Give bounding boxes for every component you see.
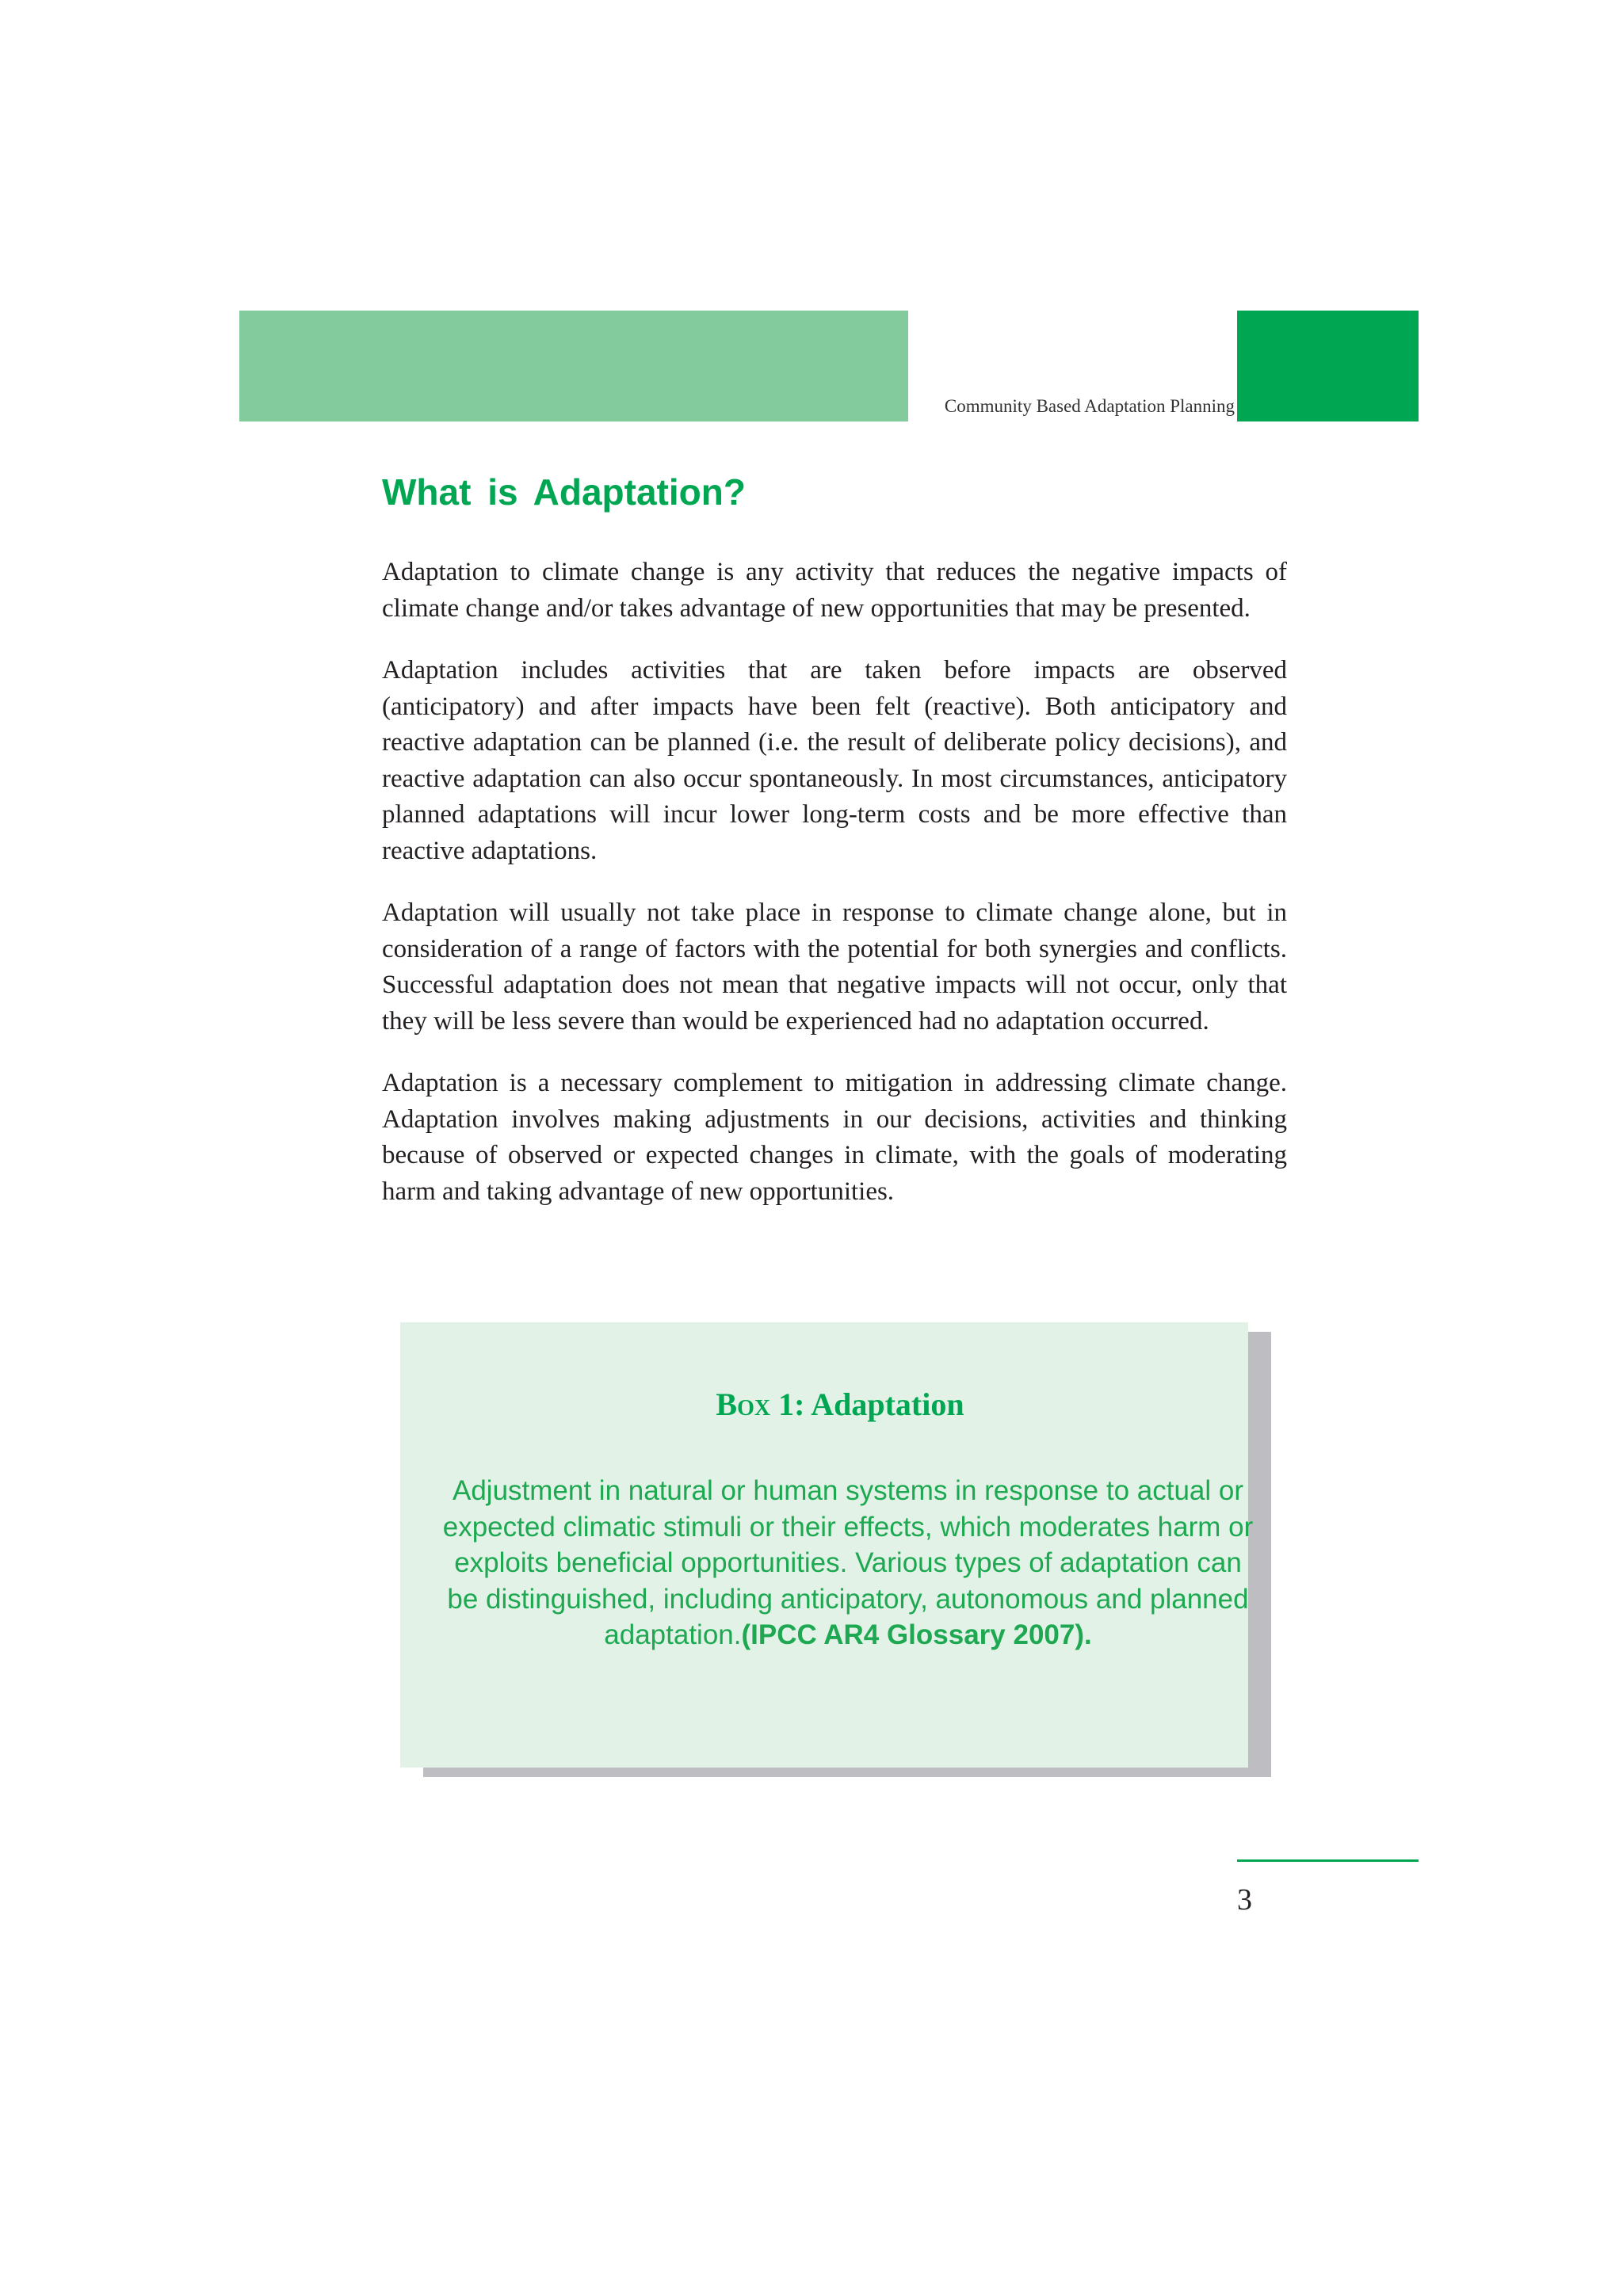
running-head: Community Based Adaptation Planning xyxy=(944,396,1235,416)
header-band-light xyxy=(239,311,908,421)
footer-rule xyxy=(1237,1859,1419,1862)
header-band-dark xyxy=(1237,311,1419,421)
paragraph: Adaptation will usually not take place in response to climate change alone, but in consideration of a range of factors with the potential for both synergies and conflicts. Successful adaptation does not mean that negative impacts will not occur, only that they will be less severe than would be experienced had no adaptation occurred. xyxy=(382,898,1287,1035)
paragraph: Adaptation is a necessary complement to mitigation in addressing climate change. Adaptation involves making adjustments in our decisions, activities and thinking because of observed or expected changes in climate, with the goals of moderating harm and taking advantage of new opportunities. xyxy=(382,1069,1287,1206)
definition-box xyxy=(400,1322,1254,1768)
box-definition-text xyxy=(440,1473,1256,1653)
box-label: Box 1 xyxy=(716,1386,795,1422)
body-text xyxy=(382,555,1287,1236)
box-title-text: : Adaptation xyxy=(794,1386,964,1422)
box-definition: Adjustment in natural or human systems in response to actual or expected climatic stimuli or their effects, which moderates harm or exploits beneficial opportunities. Various types of adaptation can be distinguished, including anticipatory, autonomous and planned adaptation. xyxy=(442,1475,1254,1650)
paragraph: Adaptation includes activities that are taken before impacts are observed (anticipatory) and after impacts have been felt (reactive). Both anticipatory and reactive adaptation can be planned (i.e. the result of deliberate policy decisions), and reactive adaptation can also occur spontaneously. In most circumstances, anticipatory planned adaptations will incur lower long-term costs and be more effective than reactive adaptations. xyxy=(382,656,1287,865)
page-title: What is Adaptation? xyxy=(382,471,746,513)
page-number: 3 xyxy=(1237,1883,1252,1917)
paragraph: Adaptation to climate change is any activity that reduces the negative impacts of climate change and/or takes advantage of new opportunities that may be presented. xyxy=(382,558,1287,623)
box-title xyxy=(400,1386,1280,1423)
box-citation: (IPCC AR4 Glossary 2007). xyxy=(741,1619,1092,1650)
